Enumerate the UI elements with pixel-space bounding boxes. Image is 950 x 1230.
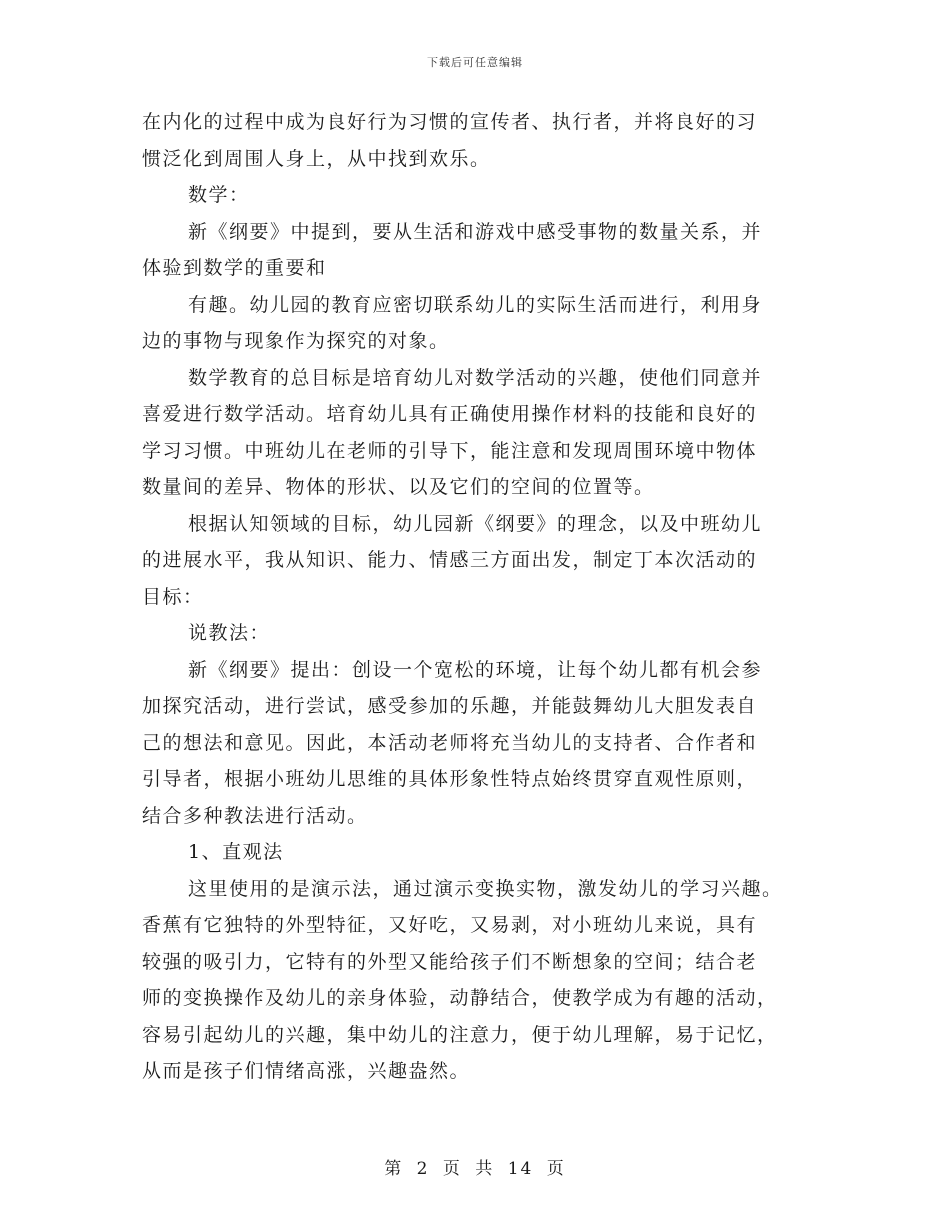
body-line: 的进展水平，我从知识、能力、情感三方面出发，制定丁本次活动的 bbox=[142, 549, 758, 571]
body-line: 数学教育的总目标是培育幼儿对数学活动的兴趣，使他们同意并 bbox=[188, 366, 763, 389]
body-line: 根据认知领域的目标，幼儿园新《纲要》的理念，以及中班幼儿 bbox=[188, 512, 763, 535]
body-line: 己的想法和意见。因此，本活动老师将充当幼儿的支持者、合作者和 bbox=[142, 731, 758, 754]
body-line: 数量间的差异、物体的形状、以及它们的空间的位置等。 bbox=[142, 476, 655, 498]
body-line: 在内化的过程中成为良好行为习惯的宣传者、执行者，并将良好的习 bbox=[142, 111, 758, 133]
body-line: 新《纲要》提出：创设一个宽松的环境，让每个幼儿都有机会参 bbox=[188, 658, 763, 681]
page-header: 下载后可任意编辑 bbox=[427, 56, 523, 69]
body-line: 引导者，根据小班幼儿思维的具体形象性特点始终贯穿直观性原则， bbox=[142, 768, 758, 790]
body-line: 从而是孩子们情绪高涨，兴趣盎然。 bbox=[142, 1060, 471, 1082]
body-line: 有趣。幼儿园的教育应密切联系幼儿的实际生活而进行，利用身 bbox=[188, 293, 763, 316]
body-line: 惯泛化到周围人身上，从中找到欢乐。 bbox=[142, 147, 491, 170]
subsection-heading-intuitive-method: 1、直观法 bbox=[188, 841, 284, 863]
body-line: 结合多种教法进行活动。 bbox=[142, 804, 368, 827]
body-line: 目标： bbox=[142, 585, 204, 608]
body-line: 边的事物与现象作为探究的对象。 bbox=[142, 330, 450, 352]
body-line: 香蕉有它独特的外型特征，又好吃，又易剥，对小班幼儿来说，具有 bbox=[142, 914, 758, 936]
section-heading-math: 数学： bbox=[188, 184, 250, 206]
body-line: 体验到数学的重要和 bbox=[142, 257, 327, 279]
page-number-footer: 第 2 页 共 14 页 bbox=[384, 1159, 566, 1179]
body-line: 加探究活动，进行尝试，感受参加的乐趣，并能鼓舞幼儿大胆发表自 bbox=[142, 695, 758, 717]
body-line: 这里使用的是演示法，通过演示变换实物，激发幼儿的学习兴趣。 bbox=[188, 877, 783, 900]
body-line: 喜爱进行数学活动。培育幼儿具有正确使用操作材料的技能和良好的 bbox=[142, 403, 758, 425]
section-heading-teaching-method: 说教法： bbox=[188, 622, 271, 644]
body-line: 较强的吸引力，它特有的外型又能给孩子们不断想象的空间；结合老 bbox=[142, 950, 758, 973]
body-line: 师的变换操作及幼儿的亲身体验，动静结合，使教学成为有趣的活动， bbox=[142, 987, 778, 1009]
body-line: 新《纲要》中提到，要从生活和游戏中感受事物的数量关系，并 bbox=[188, 220, 763, 243]
body-line: 学习习惯。中班幼儿在老师的引导下，能注意和发现周围环境中物体 bbox=[142, 439, 758, 462]
document-body bbox=[142, 104, 822, 1090]
body-line: 容易引起幼儿的兴趣，集中幼儿的注意力，便于幼儿理解，易于记忆， bbox=[142, 1023, 778, 1046]
